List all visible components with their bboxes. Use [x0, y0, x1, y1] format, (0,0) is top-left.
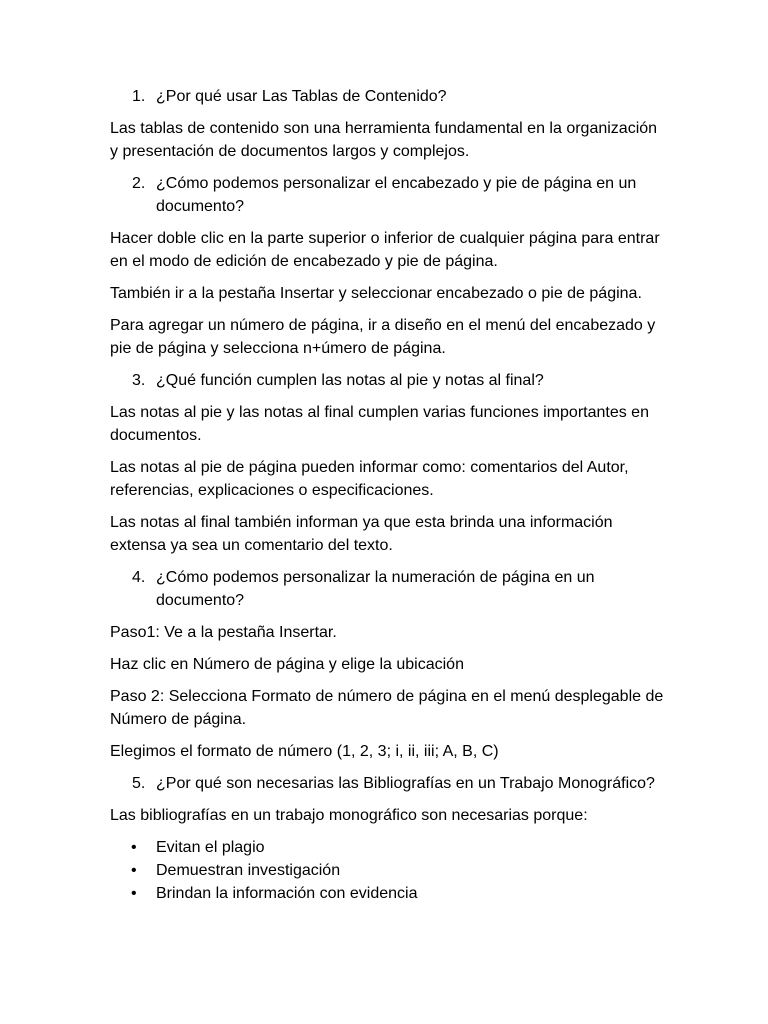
list-item-text: Brindan la información con evidencia: [156, 885, 418, 902]
question-number: 5.: [132, 775, 146, 792]
question-text: ¿Cómo podemos personalizar el encabezado y pie de página en un documento?: [156, 175, 637, 215]
list-item-text: Evitan el plagio: [156, 839, 265, 856]
answer-paragraph: Paso 2: Selecciona Formato de número de página en el menú desplegable de Número de página.: [110, 688, 664, 728]
bullet-list: [110, 836, 666, 905]
answer-paragraph: Las tablas de contenido son una herramienta fundamental en la organización y presentación de documentos largos y complejos.: [110, 120, 658, 160]
document-body: [110, 85, 666, 905]
list-item: [110, 836, 666, 859]
answer-paragraph: Hacer doble clic en la parte superior o inferior de cualquier página para entrar en el modo de edición de encabezado y pie de página.: [110, 230, 660, 270]
question-2: [110, 172, 666, 218]
question-1: [110, 85, 666, 108]
question-text: ¿Por qué son necesarias las Bibliografías en un Trabajo Monográfico?: [156, 775, 655, 792]
bullet-icon: •: [131, 839, 137, 856]
bullet-icon: •: [131, 885, 137, 902]
answer-paragraph: Las notas al pie de página pueden informar como: comentarios del Autor, referencias, explicaciones o especificaciones.: [110, 459, 629, 499]
answer-paragraph: Paso1: Ve a la pestaña Insertar.: [110, 624, 337, 641]
question-text: ¿Por qué usar Las Tablas de Contenido?: [156, 88, 447, 105]
question-number: 4.: [132, 569, 146, 586]
question-text: ¿Cómo podemos personalizar la numeración de página en un documento?: [156, 569, 595, 609]
answer-paragraph: Elegimos el formato de número (1, 2, 3; i, ii, iii; A, B, C): [110, 743, 499, 760]
question-4: [110, 566, 666, 612]
answer-paragraph: Las notas al pie y las notas al final cumplen varias funciones importantes en documentos.: [110, 404, 649, 444]
question-3: [110, 369, 666, 392]
answer-paragraph: Para agregar un número de página, ir a diseño en el menú del encabezado y pie de página y selecciona n+úmero de página.: [110, 317, 656, 357]
question-number: 1.: [132, 88, 146, 105]
answer-paragraph: Haz clic en Número de página y elige la ubicación: [110, 656, 464, 673]
question-number: 2.: [132, 175, 146, 192]
list-item: [110, 859, 666, 882]
answer-paragraph: Las bibliografías en un trabajo monográfico son necesarias porque:: [110, 807, 588, 824]
question-text: ¿Qué función cumplen las notas al pie y notas al final?: [156, 372, 544, 389]
list-item-text: Demuestran investigación: [156, 862, 341, 879]
bullet-icon: •: [131, 862, 137, 879]
answer-paragraph: Las notas al final también informan ya que esta brinda una información extensa ya sea un comentario del texto.: [110, 514, 613, 554]
list-item: [110, 882, 666, 905]
answer-paragraph: También ir a la pestaña Insertar y seleccionar encabezado o pie de página.: [110, 285, 642, 302]
question-5: [110, 772, 666, 795]
question-number: 3.: [132, 372, 146, 389]
